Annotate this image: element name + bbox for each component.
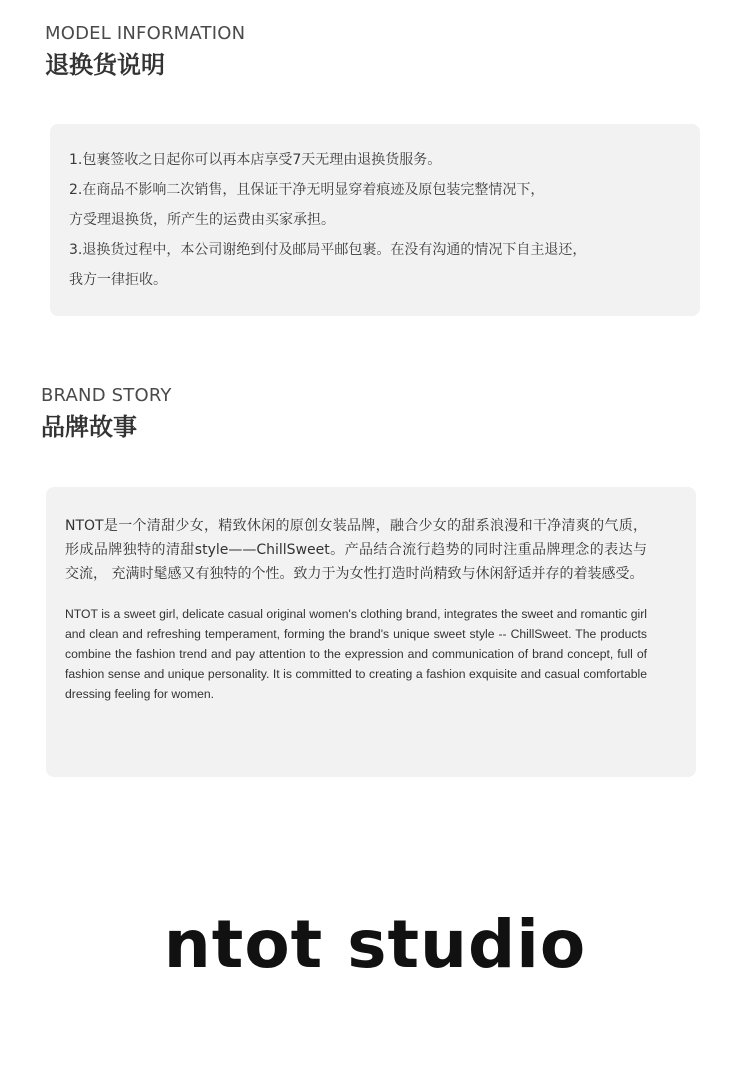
brand-story-card [46,487,696,777]
policy-line-1: 1.包裹签收之日起你可以再本店享受7天无理由退换货服务。 [69,152,442,168]
brand-story-en: NTOT is a sweet girl, delicate casual original women's clothing brand, integrates the sweet and romantic girl and clean and refreshing temperament, forming the brand's unique sweet style -- ChillSweet. The products combine the fashion trend and pay attention to the expression and communication of brand concept, full of fashion sense and unique personality. It is committed to creating a fashion exquisite and casual comfortable dressing feeling for women. [65,607,647,701]
policy-line-4: 3.退换货过程中，本公司谢绝到付及邮局平邮包裹。在没有沟通的情况下自主退还， [69,242,587,258]
brand-story-heading [41,385,172,443]
brand-story-heading-en: BRAND STORY [41,385,172,406]
policy-line-3: 方受理退换货，所产生的运费由买家承担。 [69,212,335,228]
return-policy-card [50,124,700,316]
brand-story-cn: NTOT是一个清甜少女，精致休闲的原创女装品牌，融合少女的甜系浪漫和干净清爽的气质，形成品牌独特的清甜style——ChillSweet。产品结合流行趋势的同时注重品牌理念的表达与交流， 充满时髦感又有独特的个性。致力于为女性打造时尚精致与休闲舒适并存的着装感受。 [65,518,647,582]
model-info-heading-cn: 退换货说明 [45,51,165,79]
policy-line-2: 2.在商品不影响二次销售，且保证干净无明显穿着痕迹及原包装完整情况下， [69,182,545,198]
policy-line-5: 我方一律拒收。 [69,272,167,288]
brand-logo: ntot studio [163,906,587,983]
story-spacer [65,586,647,604]
model-info-heading-en: MODEL INFORMATION [45,23,246,44]
model-info-heading [45,23,245,81]
brand-story-heading-cn: 品牌故事 [41,413,137,441]
